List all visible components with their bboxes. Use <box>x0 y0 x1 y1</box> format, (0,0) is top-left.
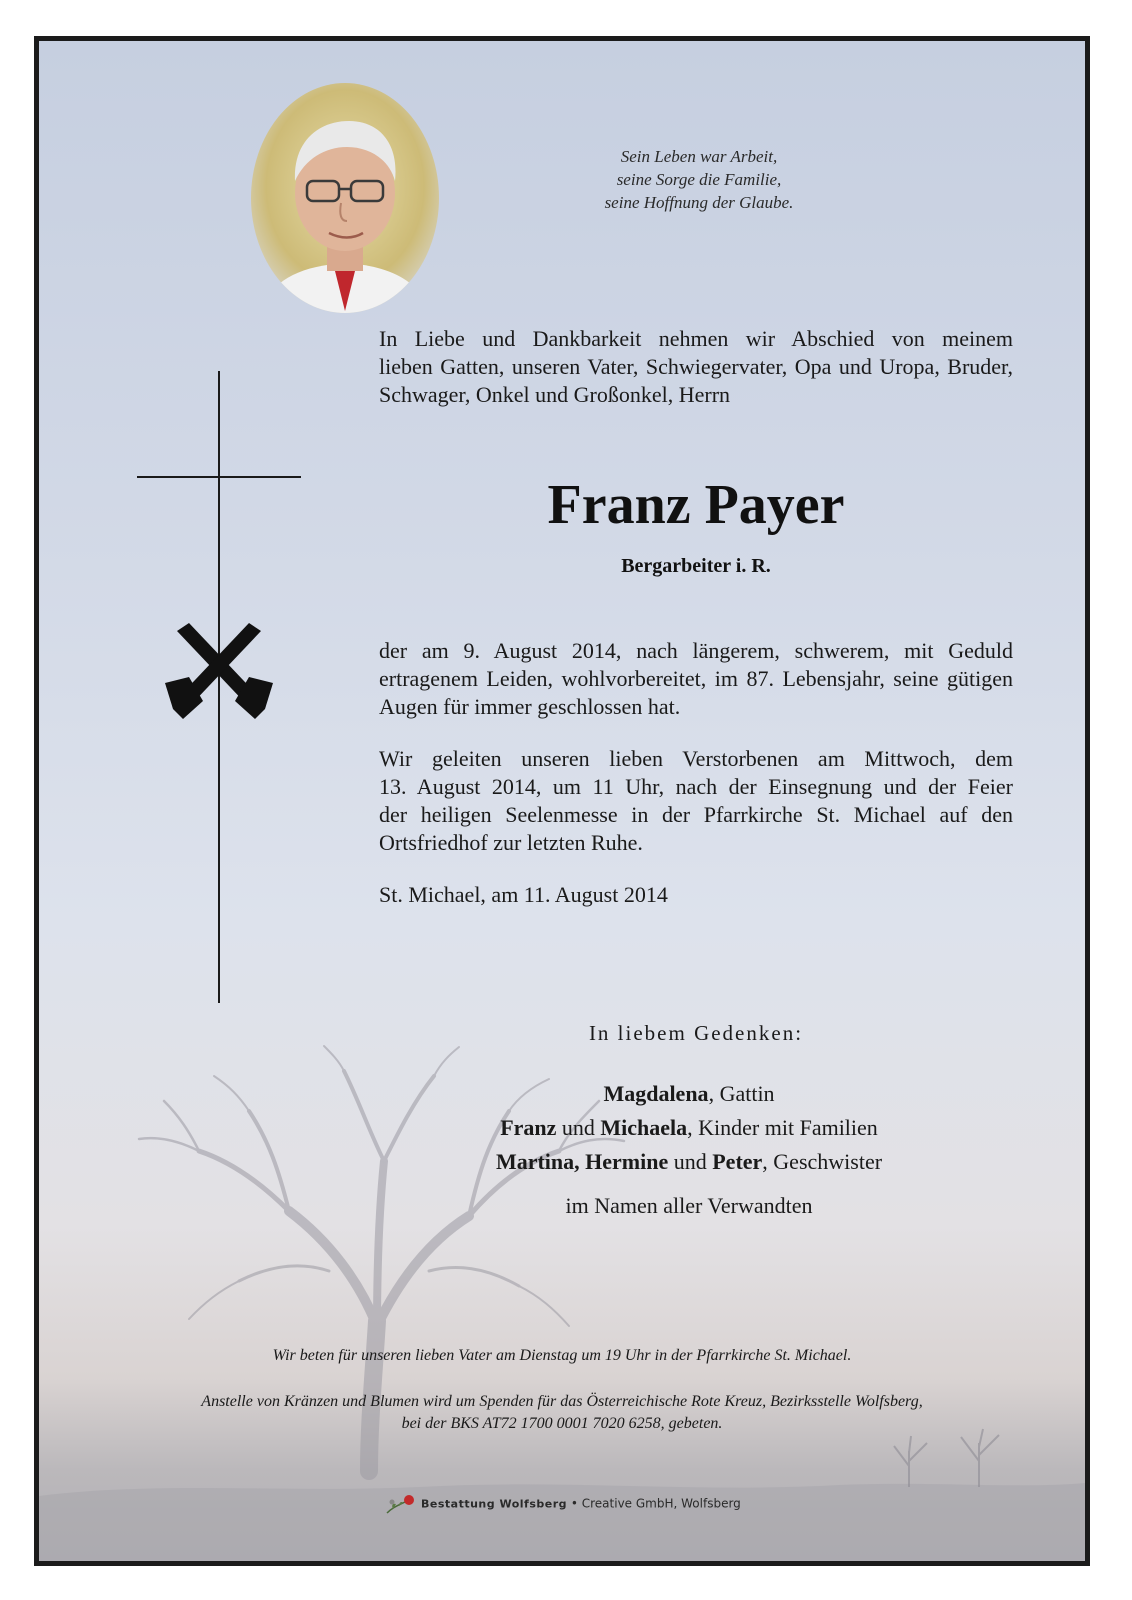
donation-line: bei der BKS AT72 1700 0001 7020 6258, gebeten. <box>401 1415 723 1432</box>
motto-line: Sein Leben war Arbeit, <box>620 147 778 166</box>
funeral-line: der heiligen Seelenmesse in der Pfarrkirche St. Michael auf den <box>379 802 1013 827</box>
memory-heading: In liebem Gedenken: <box>588 1021 804 1045</box>
motto-line: seine Sorge die Familie, <box>616 170 782 189</box>
mourner-name: Martina, Hermine <box>495 1149 669 1174</box>
mourner-name: Michaela <box>600 1115 688 1140</box>
deceased-occupation: Bergarbeiter i. R. <box>621 555 771 577</box>
mourner-name: Peter <box>712 1149 763 1174</box>
donation-line: Anstelle von Kränzen und Blumen wird um Spenden für das Österreichische Rote Kreuz, Bezirksstelle Wolfsberg, <box>201 1393 923 1410</box>
intro-line: lieben Gatten, unseren Vater, Schwiegervater, Opa und Uropa, Bruder, <box>379 354 1013 379</box>
mourner-line <box>289 1111 1089 1145</box>
footer-brand: Bestattung Wolfsberg <box>421 1497 568 1511</box>
mourner-line <box>289 1077 1089 1111</box>
mourner-line <box>289 1145 1089 1179</box>
footer-company: Creative GmbH, Wolfsberg <box>581 1496 741 1511</box>
mourner-conjunction: und <box>668 1149 713 1174</box>
funeral-line: 13. August 2014, um 11 Uhr, nach der Einsegnung und der Feier <box>379 774 1013 799</box>
flower-icon <box>383 1493 417 1515</box>
mourner-name: Franz <box>500 1115 557 1140</box>
funeral-line: Wir geleiten unseren lieben Verstorbenen am Mittwoch, dem <box>379 746 1013 771</box>
mourner-name: Magdalena <box>603 1081 709 1106</box>
motto <box>519 145 879 214</box>
family-closing: im Namen aller Verwandten <box>565 1193 813 1218</box>
intro-line: In Liebe und Dankbarkeit nehmen wir Abschied von meinem <box>379 326 1013 351</box>
death-line: Augen für immer geschlossen hat. <box>379 694 681 719</box>
mourner-relation: , Gattin <box>708 1081 775 1106</box>
footer <box>39 1493 1085 1515</box>
prayer-note: Wir beten für unseren lieben Vater am Dienstag um 19 Uhr in der Pfarrkirche St. Michael. <box>272 1347 852 1364</box>
mourners-list <box>289 1077 1089 1223</box>
death-paragraph <box>379 637 1013 721</box>
intro-line: Schwager, Onkel und Großonkel, Herrn <box>379 382 731 407</box>
funeral-paragraph <box>379 745 1013 857</box>
hammer-and-pick-icon <box>163 619 275 723</box>
mourner-conjunction: und <box>556 1115 601 1140</box>
death-line: der am 9. August 2014, nach längerem, schwerem, mit Geduld <box>379 638 1013 663</box>
death-line: ertragenem Leiden, wohlvorbereitet, im 87. Lebensjahr, seine gütigen <box>379 666 1013 691</box>
donation-note <box>39 1391 1085 1435</box>
footer-separator: • <box>570 1496 578 1511</box>
mourner-relation: , Geschwister <box>762 1149 883 1174</box>
motto-line: seine Hoffnung der Glaube. <box>604 193 794 212</box>
place-date: St. Michael, am 11. August 2014 <box>379 882 668 907</box>
intro-paragraph <box>379 325 1013 409</box>
obituary-card <box>34 36 1090 1566</box>
deceased-portrait <box>249 81 441 315</box>
funeral-line: Ortsfriedhof zur letzten Ruhe. <box>379 830 643 855</box>
deceased-name: Franz Payer <box>547 474 845 536</box>
mourner-relation: , Kinder mit Familien <box>687 1115 878 1140</box>
